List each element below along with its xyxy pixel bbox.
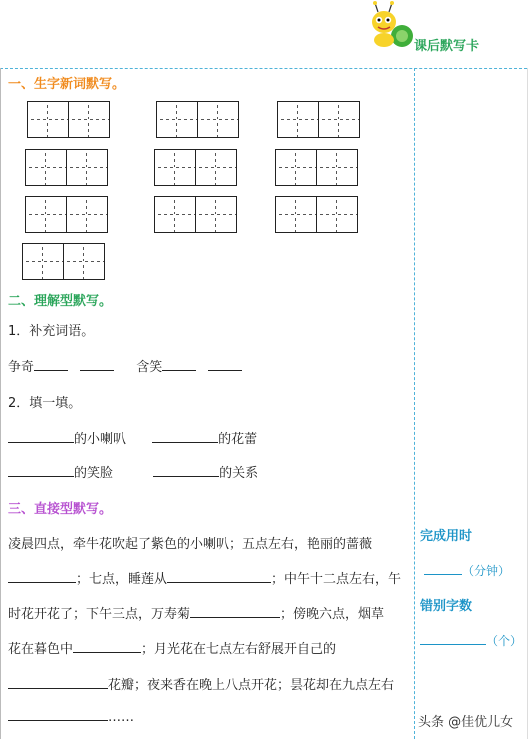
phrase: 的关系 — [219, 466, 259, 481]
word-prompt: 争奇 — [8, 360, 35, 375]
answer-blank[interactable] — [167, 570, 271, 583]
answer-blank[interactable] — [162, 358, 196, 371]
passage-line: 凌晨四点，牵牛花吹起了紫色的小喇叭；五点左右，艳丽的蔷薇 — [8, 537, 373, 552]
phrase: 的笑脸 — [74, 466, 114, 481]
frame-left-border — [0, 68, 1, 739]
time-blank[interactable] — [424, 562, 462, 575]
phrase: 的花蕾 — [218, 432, 258, 447]
answer-blank[interactable] — [190, 605, 280, 618]
word-prompt: 含笑 — [136, 360, 163, 375]
card-title: 课后默写卡 — [414, 39, 480, 54]
fill-row — [8, 356, 242, 375]
question1-label: 1．补充词语。 — [8, 324, 95, 339]
char-grid — [275, 149, 358, 186]
answer-blank[interactable] — [80, 358, 114, 371]
passage-line: 花瓣；夜来香在晚上八点开花；昙花却在九点左右 — [8, 674, 394, 693]
answer-blank[interactable] — [8, 430, 74, 443]
answer-blank[interactable] — [8, 708, 108, 721]
answer-blank[interactable] — [73, 640, 141, 653]
passage-line: …… — [8, 708, 134, 725]
answer-blank[interactable] — [152, 430, 218, 443]
answer-blank[interactable] — [8, 570, 76, 583]
time-unit: （分钟） — [462, 564, 511, 578]
answer-blank[interactable] — [8, 464, 74, 477]
answer-blank[interactable] — [153, 464, 219, 477]
fill-row — [8, 462, 258, 481]
char-grid — [22, 243, 105, 280]
snail-mascot-icon — [366, 0, 416, 50]
time-label: 完成用时 — [420, 529, 473, 544]
answer-blank[interactable] — [8, 676, 108, 689]
question2-label: 2．填一填。 — [8, 396, 82, 411]
char-grid — [154, 196, 237, 233]
watermark: 头条 @佳优儿女 — [418, 715, 514, 730]
passage-line: 花在暮色中 ；月光花在七点左右舒展开自己的 — [8, 642, 337, 657]
char-grid — [27, 101, 110, 138]
char-grid — [275, 196, 358, 233]
error-label: 错别字数 — [420, 599, 473, 614]
section1-title: 一、生字新词默写。 — [8, 77, 126, 92]
passage-line: ；七点，睡莲从 ；中午十二点左右，午 — [8, 568, 401, 587]
char-grid — [156, 101, 239, 138]
section2-title: 二、理解型默写。 — [8, 294, 113, 309]
section3-title: 三、直接型默写。 — [8, 502, 113, 517]
error-unit: （个） — [486, 634, 523, 648]
time-row — [424, 560, 510, 579]
answer-blank[interactable] — [34, 358, 68, 371]
error-row — [420, 630, 522, 649]
char-grid — [25, 196, 108, 233]
frame-top-border — [0, 68, 527, 69]
error-blank[interactable] — [420, 632, 486, 645]
char-grid — [154, 149, 237, 186]
fill-row — [8, 428, 257, 447]
char-grid — [277, 101, 360, 138]
passage-line: 时花开花了；下午三点，万寿菊 ；傍晚六点，烟草 — [8, 607, 385, 622]
answer-blank[interactable] — [208, 358, 242, 371]
char-grid — [25, 149, 108, 186]
phrase: 的小喇叭 — [74, 432, 127, 447]
frame-divider — [414, 68, 415, 739]
